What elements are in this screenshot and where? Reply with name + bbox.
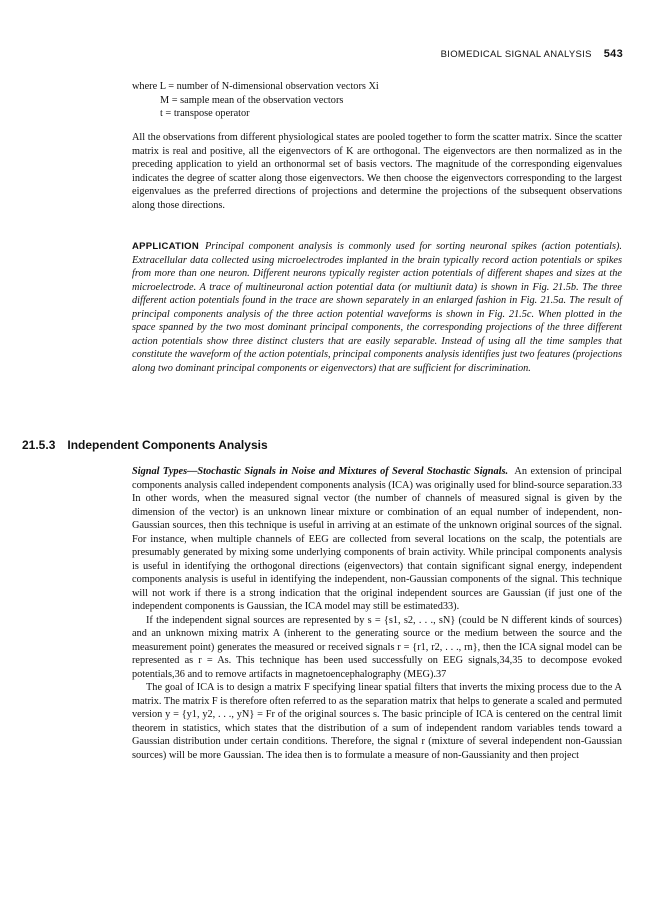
- page-number: 543: [603, 48, 623, 60]
- variable-definitions: [132, 80, 622, 121]
- application-text: Principal component analysis is commonly used for sorting neuronal spikes (action potentials). Extracellular data collected using microelectrodes implanted in the brain typically record action potentials or spikes from more than one neuron. Different neurons typically register action potentials of different shapes and sizes at the microelectrode. A trace of multineuronal action potential data (or multiunit data) is shown in Fig. 21.5b. The three different action potentials found in the trace are shown separately in an enlarged fashion in Fig. 21.5a. The result of principal components analysis of the three action potential waveforms is shown in Fig. 21.5c. When plotted in the space spanned by the two most dominant principal components, the corresponding projections of the three different action potentials show three distinct clusters that are easily separable. Instead of using all the time samples that constitute the waveform of the action potentials, principal components analysis identifies just two features (projections along two dominant principal components or eigenvectors) that are sufficient for discrimination.: [132, 241, 622, 374]
- definition-line: t = transpose operator: [160, 108, 250, 119]
- section-heading: [22, 438, 268, 452]
- paragraph-scatter-matrix: All the observations from different physiological states are pooled together to form the scatter matrix. Since the scatter matrix is real and positive, all the eigenvectors of K are orthogonal. The eigenvectors are then normalized as in the preceding application to yield an orthonormal set of basis vectors. The magnitude of the corresponding eigenvalues indicates the degree of scatter along those eigenvectors. We then choose the eigenvectors corresponding to the largest eigenvalues as the preferred directions of projections and determine the projections of the subsequent observations along those directions.: [132, 132, 622, 211]
- definition-line: M = sample mean of the observation vectors: [160, 94, 344, 106]
- ica-paragraph-3: The goal of ICA is to design a matrix F specifying linear spatial filters that inverts the mixing process due to the A matrix. The matrix F is therefore often referred to as the separation matrix that helps to generate a scaled and permuted version y = {y1, y2, . . ., yN} = Fr of the original sources s. The basic principle of ICA is centered on the central limit theorem in statistics, which states that the distribution of a sum of independent random variables tends toward a Gaussian distribution under certain conditions. Therefore, the signal r (mixture of several independent non-Gaussian sources) will be more Gaussian. The idea then is to formulate a measure of non-Gaussianity and then project: [132, 682, 622, 761]
- ica-p1-text: An extension of principal components analysis called independent components analysis (ICA) was originally used for blind-source separation.33 In other words, when the measured signal vector (the number of channels of measured signal is given by the dimension of the vector) is an unknown linear mixture or combination of an equal number of independent, non-Gaussian sources, then this technique is useful in arriving at an estimate of the unknown original sources of the signal. For instance, when multiple channels of EEG are collected from several locations on the scalp, the potentials are presumably generated by mixing some underlying components of brain activity. While principal components analysis is useful in identifying the orthogonal directions (eigenvectors) that contain significant signal energy, independent components analysis is useful in identifying the independent, non-Gaussian components of the signal. This technique will not work if there is a strong indication that the original independent sources are Gaussian (if just one of the independent components is Gaussian, the ICA model may still be estimated33).: [132, 466, 622, 612]
- lead-heading: Signal Types—Stochastic Signals in Noise and Mixtures of Several Stochastic Signals.: [132, 466, 509, 477]
- application-heading: APPLICATION: [132, 241, 199, 252]
- running-header: [441, 48, 623, 60]
- section-number: 21.5.3: [22, 438, 56, 452]
- running-title: BIOMEDICAL SIGNAL ANALYSIS: [440, 49, 592, 60]
- ica-paragraph-2: If the independent signal sources are represented by s = {s1, s2, . . ., sN} (could be N different kinds of sources) and an unknown mixing matrix A (inherent to the generating source or the medium between the source and the measurement point) generates the measured or received signals r = {r1, r2, . . ., rn}, then the ICA signal model can be represented as r = As. This technique has been used successfully on EEG signals,34,35 to decompose evoked potentials,36 and to remove artifacts in magnetoencephalography (MEG).37: [132, 614, 622, 680]
- section-title: Independent Components Analysis: [67, 438, 268, 452]
- definition-line: where L = number of N-dimensional observation vectors Xi: [132, 81, 379, 92]
- application-box: [132, 240, 622, 375]
- ica-body: [132, 465, 622, 762]
- ica-paragraph-1: [132, 465, 622, 614]
